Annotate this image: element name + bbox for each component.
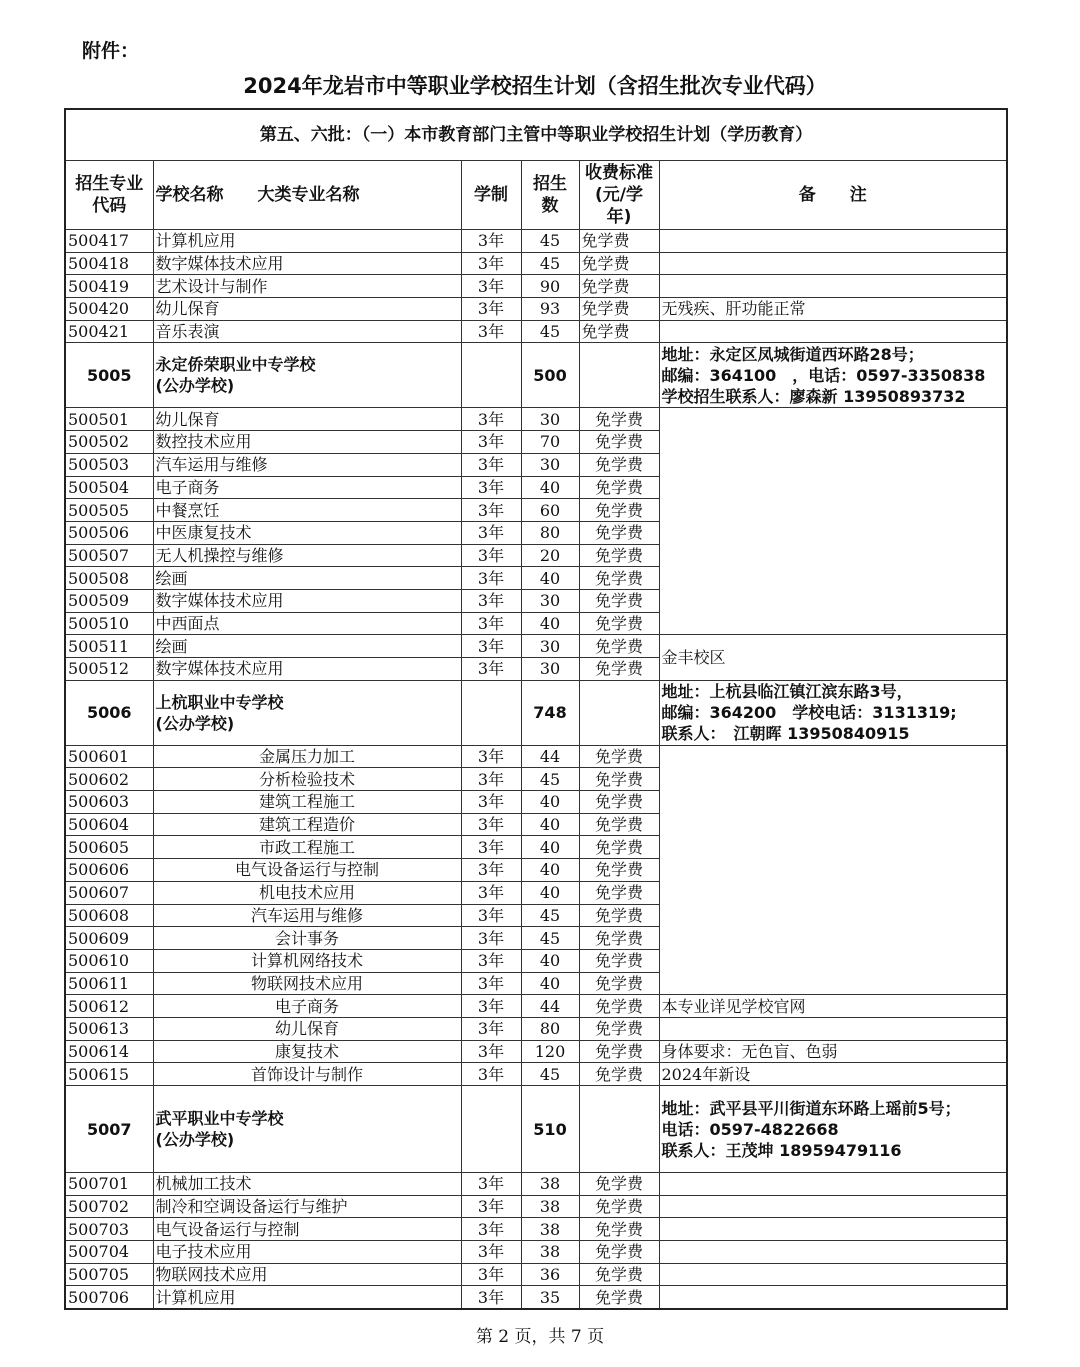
header-code: 招生专业 代码 — [65, 161, 153, 230]
duration: 3年 — [461, 612, 521, 635]
quota: 38 — [521, 1218, 579, 1241]
major-name: 绘画 — [153, 635, 461, 658]
major-name: 汽车运用与维修 — [153, 904, 461, 927]
fee: 免学费 — [579, 476, 659, 499]
school-row — [65, 343, 1007, 408]
quota: 30 — [521, 408, 579, 431]
fee: 免学费 — [579, 1063, 659, 1086]
fee: 免学费 — [579, 972, 659, 995]
major-name: 绘画 — [153, 567, 461, 590]
quota: 40 — [521, 949, 579, 972]
fee: 免学费 — [579, 768, 659, 791]
document-title: 2024年龙岩市中等职业学校招生计划（含招生批次专业代码） — [243, 74, 827, 98]
duration: 3年 — [461, 904, 521, 927]
major-name: 物联网技术应用 — [153, 1263, 461, 1286]
remarks — [659, 1263, 1007, 1286]
major-name: 机电技术应用 — [153, 881, 461, 904]
school-duration — [461, 1086, 521, 1173]
major-name: 金属压力加工 — [153, 745, 461, 768]
major-name: 制冷和空调设备运行与维护 — [153, 1195, 461, 1218]
major-name: 数字媒体技术应用 — [153, 252, 461, 275]
remarks — [659, 1286, 1007, 1309]
table-row — [65, 275, 1007, 298]
quota: 38 — [521, 1195, 579, 1218]
header-remarks: 备 注 — [659, 161, 1007, 230]
duration: 3年 — [461, 1218, 521, 1241]
fee: 免学费 — [579, 521, 659, 544]
quota: 70 — [521, 431, 579, 454]
duration: 3年 — [461, 521, 521, 544]
duration: 3年 — [461, 1017, 521, 1040]
duration: 3年 — [461, 275, 521, 298]
major-name: 电子技术应用 — [153, 1241, 461, 1264]
major-code: 500602 — [65, 768, 153, 791]
major-code: 500506 — [65, 521, 153, 544]
major-name: 建筑工程施工 — [153, 791, 461, 814]
header-fee: 收费标准 (元/学 年) — [579, 161, 659, 230]
duration: 3年 — [461, 881, 521, 904]
major-code: 500504 — [65, 476, 153, 499]
major-name: 计算机网络技术 — [153, 949, 461, 972]
school-fee — [579, 680, 659, 745]
fee: 免学费 — [579, 1195, 659, 1218]
school-name: 上杭职业中专学校 (公办学校) — [153, 680, 461, 745]
remarks — [659, 408, 1007, 635]
duration: 3年 — [461, 408, 521, 431]
table-row — [65, 1195, 1007, 1218]
quota: 36 — [521, 1263, 579, 1286]
quota: 90 — [521, 275, 579, 298]
duration: 3年 — [461, 567, 521, 590]
remarks — [659, 1218, 1007, 1241]
school-name: 武平职业中专学校 (公办学校) — [153, 1086, 461, 1173]
major-name: 首饰设计与制作 — [153, 1063, 461, 1086]
quota: 30 — [521, 635, 579, 658]
duration: 3年 — [461, 1040, 521, 1063]
duration: 3年 — [461, 972, 521, 995]
table-row — [65, 252, 1007, 275]
major-name: 分析检验技术 — [153, 768, 461, 791]
fee: 免学费 — [579, 745, 659, 768]
major-name: 中餐烹饪 — [153, 499, 461, 522]
fee: 免学费 — [579, 813, 659, 836]
major-name: 数控技术应用 — [153, 431, 461, 454]
major-code: 500706 — [65, 1286, 153, 1309]
fee: 免学费 — [579, 612, 659, 635]
section-header-row — [65, 109, 1007, 161]
major-code: 500609 — [65, 927, 153, 950]
duration: 3年 — [461, 768, 521, 791]
section-title: 第五、六批：（一）本市教育部门主管中等职业学校招生计划（学历教育） — [65, 109, 1007, 161]
quota: 40 — [521, 972, 579, 995]
remarks — [659, 1241, 1007, 1264]
major-code: 500615 — [65, 1063, 153, 1086]
duration: 3年 — [461, 252, 521, 275]
duration: 3年 — [461, 1173, 521, 1196]
table-row — [65, 745, 1007, 768]
fee: 免学费 — [579, 453, 659, 476]
major-name: 数字媒体技术应用 — [153, 589, 461, 612]
duration: 3年 — [461, 1263, 521, 1286]
duration: 3年 — [461, 230, 521, 253]
major-code: 500704 — [65, 1241, 153, 1264]
fee: 免学费 — [579, 1241, 659, 1264]
major-code: 500503 — [65, 453, 153, 476]
major-name: 市政工程施工 — [153, 836, 461, 859]
fee: 免学费 — [579, 658, 659, 681]
school-code: 5007 — [65, 1086, 153, 1173]
quota: 40 — [521, 881, 579, 904]
fee: 免学费 — [579, 408, 659, 431]
major-name: 建筑工程造价 — [153, 813, 461, 836]
remarks — [659, 1173, 1007, 1196]
major-code: 500502 — [65, 431, 153, 454]
major-name: 会计事务 — [153, 927, 461, 950]
major-code: 500421 — [65, 320, 153, 343]
remarks: 2024年新设 — [659, 1063, 1007, 1086]
table-row — [65, 1063, 1007, 1086]
fee: 免学费 — [579, 1040, 659, 1063]
quota: 40 — [521, 567, 579, 590]
fee: 免学费 — [579, 791, 659, 814]
quota: 38 — [521, 1241, 579, 1264]
duration: 3年 — [461, 544, 521, 567]
fee: 免学费 — [579, 298, 659, 321]
major-name: 中西面点 — [153, 612, 461, 635]
fee: 免学费 — [579, 567, 659, 590]
duration: 3年 — [461, 658, 521, 681]
duration: 3年 — [461, 859, 521, 882]
header-quota: 招生 数 — [521, 161, 579, 230]
quota: 40 — [521, 612, 579, 635]
major-name: 幼儿保育 — [153, 1017, 461, 1040]
fee: 免学费 — [579, 1263, 659, 1286]
duration: 3年 — [461, 320, 521, 343]
major-code: 500608 — [65, 904, 153, 927]
fee: 免学费 — [579, 995, 659, 1018]
major-code: 500507 — [65, 544, 153, 567]
major-name: 数字媒体技术应用 — [153, 658, 461, 681]
remarks: 无残疾、肝功能正常 — [659, 298, 1007, 321]
major-name: 电子商务 — [153, 995, 461, 1018]
quota: 45 — [521, 320, 579, 343]
major-name: 物联网技术应用 — [153, 972, 461, 995]
quota: 60 — [521, 499, 579, 522]
table-row — [65, 635, 1007, 658]
major-name: 电气设备运行与控制 — [153, 1218, 461, 1241]
remarks: 身体要求：无色盲、色弱 — [659, 1040, 1007, 1063]
table-row — [65, 1173, 1007, 1196]
major-code: 500607 — [65, 881, 153, 904]
duration: 3年 — [461, 1286, 521, 1309]
major-name: 无人机操控与维修 — [153, 544, 461, 567]
quota: 45 — [521, 230, 579, 253]
remarks: 金丰校区 — [659, 635, 1007, 680]
page-footer: 第 2 页，共 7 页 — [475, 1327, 605, 1347]
major-name: 汽车运用与维修 — [153, 453, 461, 476]
major-name: 计算机应用 — [153, 230, 461, 253]
duration: 3年 — [461, 745, 521, 768]
duration: 3年 — [461, 476, 521, 499]
table-row — [65, 408, 1007, 431]
duration: 3年 — [461, 1195, 521, 1218]
fee: 免学费 — [579, 927, 659, 950]
table-row — [65, 1218, 1007, 1241]
attachment-label: 附件： — [82, 40, 140, 62]
fee: 免学费 — [579, 904, 659, 927]
remarks — [659, 230, 1007, 253]
duration: 3年 — [461, 995, 521, 1018]
quota: 80 — [521, 1017, 579, 1040]
school-fee — [579, 1086, 659, 1173]
quota: 30 — [521, 453, 579, 476]
major-code: 500612 — [65, 995, 153, 1018]
major-name: 音乐表演 — [153, 320, 461, 343]
major-name: 中医康复技术 — [153, 521, 461, 544]
major-code: 500510 — [65, 612, 153, 635]
major-code: 500512 — [65, 658, 153, 681]
major-code: 500508 — [65, 567, 153, 590]
major-code: 500601 — [65, 745, 153, 768]
fee: 免学费 — [579, 1218, 659, 1241]
duration: 3年 — [461, 298, 521, 321]
fee: 免学费 — [579, 1173, 659, 1196]
major-code: 500606 — [65, 859, 153, 882]
duration: 3年 — [461, 836, 521, 859]
major-code: 500703 — [65, 1218, 153, 1241]
major-code: 500702 — [65, 1195, 153, 1218]
quota: 80 — [521, 521, 579, 544]
major-code: 500613 — [65, 1017, 153, 1040]
school-code: 5006 — [65, 680, 153, 745]
table-row — [65, 1241, 1007, 1264]
quota: 20 — [521, 544, 579, 567]
fee: 免学费 — [579, 635, 659, 658]
quota: 40 — [521, 791, 579, 814]
table-row — [65, 320, 1007, 343]
duration: 3年 — [461, 635, 521, 658]
quota: 40 — [521, 859, 579, 882]
school-name: 永定侨荣职业中专学校 (公办学校) — [153, 343, 461, 408]
fee: 免学费 — [579, 252, 659, 275]
major-code: 500603 — [65, 791, 153, 814]
fee: 免学费 — [579, 275, 659, 298]
duration: 3年 — [461, 1063, 521, 1086]
remarks — [659, 252, 1007, 275]
enrollment-plan-table — [64, 108, 1008, 1310]
school-contact: 地址：永定区凤城街道西环路28号； 邮编：364100 ，电话：0597-3350838 学校招生联系人：廖森新 13950893732 — [659, 343, 1007, 408]
quota: 30 — [521, 658, 579, 681]
duration: 3年 — [461, 453, 521, 476]
table-row — [65, 230, 1007, 253]
major-code: 500610 — [65, 949, 153, 972]
major-code: 500501 — [65, 408, 153, 431]
remarks — [659, 745, 1007, 995]
major-code: 500417 — [65, 230, 153, 253]
major-code: 500505 — [65, 499, 153, 522]
fee: 免学费 — [579, 859, 659, 882]
quota: 45 — [521, 904, 579, 927]
remarks — [659, 320, 1007, 343]
major-code: 500418 — [65, 252, 153, 275]
fee: 免学费 — [579, 1017, 659, 1040]
quota: 45 — [521, 252, 579, 275]
quota: 35 — [521, 1286, 579, 1309]
fee: 免学费 — [579, 1286, 659, 1309]
quota: 45 — [521, 927, 579, 950]
table-row — [65, 1286, 1007, 1309]
school-fee — [579, 343, 659, 408]
major-name: 艺术设计与制作 — [153, 275, 461, 298]
major-code: 500604 — [65, 813, 153, 836]
school-code: 5005 — [65, 343, 153, 408]
major-code: 500419 — [65, 275, 153, 298]
quota: 44 — [521, 995, 579, 1018]
major-code: 500614 — [65, 1040, 153, 1063]
major-code: 500511 — [65, 635, 153, 658]
major-code: 500420 — [65, 298, 153, 321]
table-row — [65, 1263, 1007, 1286]
quota: 40 — [521, 813, 579, 836]
table-row — [65, 995, 1007, 1018]
remarks — [659, 275, 1007, 298]
duration: 3年 — [461, 589, 521, 612]
quota: 45 — [521, 768, 579, 791]
remarks — [659, 1017, 1007, 1040]
school-contact: 地址：武平县平川街道东环路上瑶前5号； 电话：0597-4822668 联系人：王茂坤 18959479116 — [659, 1086, 1007, 1173]
duration: 3年 — [461, 431, 521, 454]
quota: 44 — [521, 745, 579, 768]
fee: 免学费 — [579, 431, 659, 454]
remarks — [659, 1195, 1007, 1218]
header-duration: 学制 — [461, 161, 521, 230]
remarks: 本专业详见学校官网 — [659, 995, 1007, 1018]
major-name: 电子商务 — [153, 476, 461, 499]
table-row — [65, 1017, 1007, 1040]
quota: 45 — [521, 1063, 579, 1086]
school-total: 510 — [521, 1086, 579, 1173]
school-total: 748 — [521, 680, 579, 745]
table-row — [65, 1040, 1007, 1063]
duration: 3年 — [461, 927, 521, 950]
fee: 免学费 — [579, 949, 659, 972]
fee: 免学费 — [579, 499, 659, 522]
major-name: 幼儿保育 — [153, 298, 461, 321]
school-duration — [461, 343, 521, 408]
school-row — [65, 1086, 1007, 1173]
school-duration — [461, 680, 521, 745]
fee: 免学费 — [579, 881, 659, 904]
duration: 3年 — [461, 499, 521, 522]
quota: 120 — [521, 1040, 579, 1063]
school-row — [65, 680, 1007, 745]
major-code: 500611 — [65, 972, 153, 995]
quota: 30 — [521, 589, 579, 612]
major-name: 计算机应用 — [153, 1286, 461, 1309]
duration: 3年 — [461, 949, 521, 972]
duration: 3年 — [461, 1241, 521, 1264]
quota: 40 — [521, 476, 579, 499]
fee: 免学费 — [579, 320, 659, 343]
fee: 免学费 — [579, 544, 659, 567]
fee: 免学费 — [579, 836, 659, 859]
fee: 免学费 — [579, 230, 659, 253]
major-name: 机械加工技术 — [153, 1173, 461, 1196]
school-total: 500 — [521, 343, 579, 408]
duration: 3年 — [461, 813, 521, 836]
column-header-row — [65, 161, 1007, 230]
header-name: 学校名称 大类专业名称 — [153, 161, 461, 230]
quota: 93 — [521, 298, 579, 321]
major-code: 500605 — [65, 836, 153, 859]
major-name: 电气设备运行与控制 — [153, 859, 461, 882]
duration: 3年 — [461, 791, 521, 814]
major-code: 500705 — [65, 1263, 153, 1286]
major-name: 幼儿保育 — [153, 408, 461, 431]
school-contact: 地址：上杭县临江镇江滨东路3号， 邮编：364200 学校电话：3131319; 联系人： 江朝晖 13950840915 — [659, 680, 1007, 745]
major-code: 500701 — [65, 1173, 153, 1196]
fee: 免学费 — [579, 589, 659, 612]
major-code: 500509 — [65, 589, 153, 612]
major-name: 康复技术 — [153, 1040, 461, 1063]
quota: 40 — [521, 836, 579, 859]
quota: 38 — [521, 1173, 579, 1196]
table-row — [65, 298, 1007, 321]
